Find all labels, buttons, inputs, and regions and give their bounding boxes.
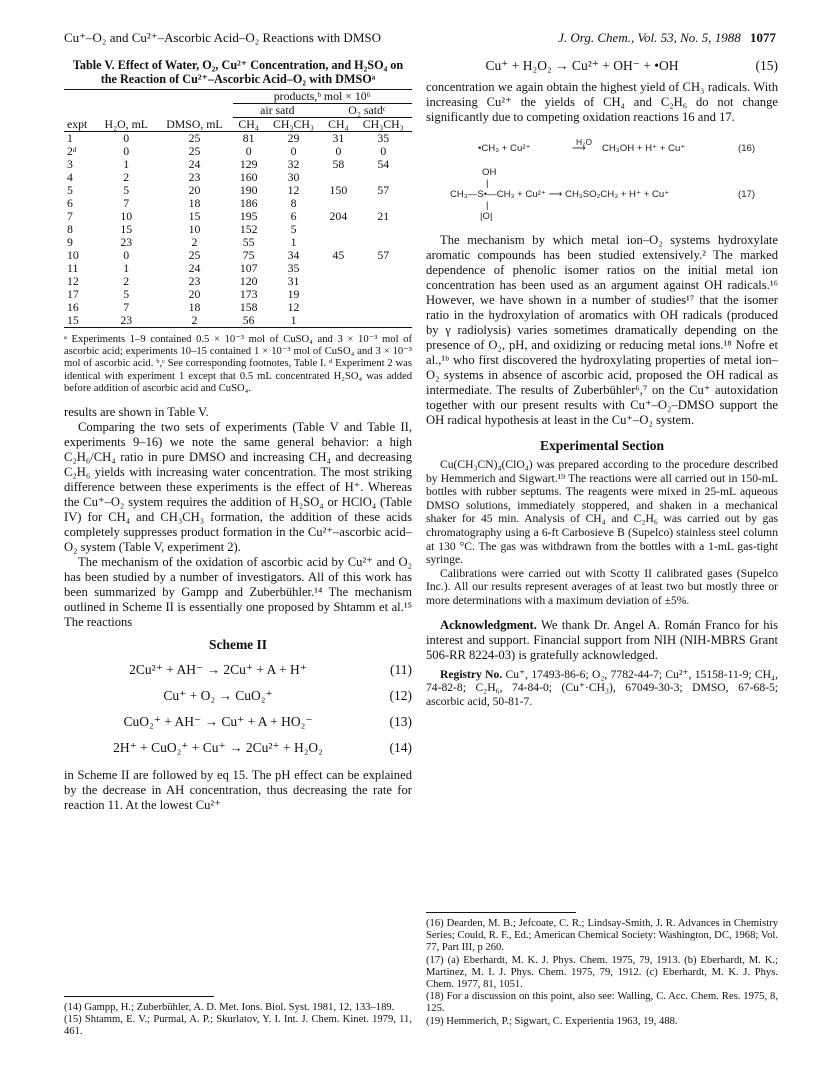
table-cell: 29 [287, 131, 300, 145]
table-cell: 7 [67, 209, 73, 223]
body-paragraph: in Scheme II are followed by eq 15. The pH effect can be explained by the decrease in AH concentration, thus decreasing the rate for reaction 11. At the lowest Cu²⁺ [64, 768, 412, 813]
registry-numbers [426, 668, 778, 709]
equation-number: (11) [390, 662, 412, 678]
table-cell: 129 [239, 157, 258, 171]
table-cell: 173 [239, 287, 258, 301]
table-cell: 23 [188, 274, 201, 288]
scheme-equation [64, 710, 412, 736]
page-number: 1077 [750, 30, 776, 45]
reference-item: (15) Shtamm, E. V.; Purmal, A. P.; Skurlatov, Y. I. Int. J. Chem. Kinet. 1979, 11, 461. [64, 1014, 412, 1038]
table-row [64, 288, 412, 301]
column-headers [64, 118, 412, 132]
table-cell: 56 [233, 314, 265, 328]
table-cell: 0 [380, 144, 387, 158]
table-cell: 31 [287, 274, 300, 288]
registry-text: Cu⁺, 17493-86-6; O₂, 7782-44-7; Cu²⁺, 15158-11-9; CH₄, 74-82-8; C₂H₆, 74-84-0; (Cu⁺·CH₃), 67049-30-3; DMSO, 67-68-5; ascorbic acid, 50-81-7. [426, 667, 778, 708]
table-cell: 21 [377, 209, 390, 223]
col-header: expt [64, 118, 96, 132]
body-paragraph: The mechanism of the oxidation of ascorbic acid by Cu²⁺ and O₂ has been studied by a number of investigators. All of this work has been summarized by Gampp and Zuberbühler.¹⁴ The mechanism outlined in Scheme II is essentially one proposed by Shtamm et al.¹⁵ The reactions [64, 555, 412, 630]
equation-text: CuO₂⁺ + AH⁻ → Cu⁺ + A + HO₂⁻ [123, 714, 313, 730]
table-cell: 30 [287, 170, 300, 184]
table-cell: 9 [67, 235, 73, 249]
table-cell: 10 [188, 222, 201, 236]
table-cell: 25 [188, 144, 201, 158]
scheme-equation [64, 684, 412, 710]
table-cell: 7 [123, 300, 130, 314]
body-paragraph: concentration we again obtain the highest yield of CH₃ radicals. With increasing Cu²⁺ the yields of CH₄ and C₂H₆ do not change significantly due to competing oxidation reactions 16 and 17. [426, 80, 778, 124]
table-cell: 1 [265, 314, 322, 328]
table-cell: 160 [239, 170, 258, 184]
bond-line: | [486, 178, 489, 189]
experimental-paragraph: Cu(CH₃CN)₄(ClO₄) was prepared according to the procedure described by Hemmerich and Sigwart.¹⁹ The reactions were all carried out in 150-mL bottles with rubber septums. The reagents were mixed in 25-mL aqueous DMSO solutions, immediately stoppered, and shaken in a mechanical shaker for 45 min. Analysis of CH₄ and C₂H₆ was carried out by gas chromatography using a 6-ft Carbosieve B (Supelco) stainless steel column at 130 °C. The gas was withdrawn from the bottles with a 1-mL gas-tight syringe. [426, 458, 778, 567]
table-cell: 31 [332, 131, 345, 145]
air-satd-header: air satd [233, 104, 323, 118]
table-cell [322, 314, 354, 328]
table-cell: 58 [332, 157, 345, 171]
table-cell: 1 [290, 235, 297, 249]
footnote-rule [426, 912, 576, 913]
table-cell: 3 [67, 157, 73, 171]
table-cell: 32 [287, 157, 300, 171]
col-header: CH₄ [322, 118, 354, 132]
table-cell: 152 [239, 222, 258, 236]
table-cell: 20 [188, 287, 201, 301]
table-cell [355, 314, 412, 328]
table-cell: 0 [123, 248, 130, 262]
equation-text: 2Cu²⁺ + AH⁻ → 2Cu⁺ + A + H⁺ [129, 662, 307, 678]
table-footnote: ᵃ Experiments 1–9 contained 0.5 × 10⁻³ mol of CuSO₄ and 3 × 10⁻³ mol of ascorbic acid; experiments 10–15 contained 1 × 10⁻³ mol of CuSO₄ and 3 × 10⁻³ mol of ascorbic acid. ᵇ,ᶜ See corresponding footnotes, Table I. ᵈ Experiment 2 was identical with experiment 1 except that 0.5 mL concentrated H₂SO₄ was added before addition of ascorbic acid and CuSO₄. [64, 334, 412, 394]
equation-number: (12) [389, 688, 412, 704]
reference-item: (14) Gampp, H.; Zuberbühler, A. D. Met. Ions. Biol. Syst. 1981, 12, 133–189. [64, 1002, 395, 1013]
table-cell: 45 [332, 248, 345, 262]
running-title: Cu⁺–O₂ and Cu²⁺–Ascorbic Acid–O₂ Reactions with DMSO [64, 30, 381, 45]
reaction-body: CH₃—S•—CH₃ + Cu²⁺ ⟶ CH₃SO₂CH₃ + H⁺ + Cu⁺ [450, 189, 670, 200]
reaction-number: (16) [738, 143, 756, 154]
table-cell [322, 275, 354, 288]
table-cell [355, 262, 412, 275]
equation-number: (13) [389, 714, 412, 730]
left-column [64, 58, 412, 813]
table-cell: 107 [239, 261, 258, 275]
table-cell: 11 [67, 261, 79, 275]
table-cell: 25 [188, 131, 201, 145]
table-row [64, 301, 412, 314]
table-cell: 195 [239, 209, 258, 223]
table-cell: 10 [120, 209, 133, 223]
left-references [64, 996, 412, 1039]
table-row [64, 158, 412, 171]
table-cell: 81 [242, 131, 255, 145]
table-row [64, 275, 412, 288]
acknowledgment-title: Acknowledgment. [440, 617, 537, 632]
table-row [64, 223, 412, 236]
equation-15 [426, 58, 778, 80]
table-cell [322, 301, 354, 314]
reaction-16 [426, 135, 778, 161]
table-cell [322, 288, 354, 301]
table-cell: 12 [287, 183, 300, 197]
table-row [64, 314, 412, 328]
table-cell: 4 [67, 170, 73, 184]
table-row [64, 184, 412, 197]
table-cell: 1 [67, 131, 73, 145]
reference-item: (16) Dearden, M. B.; Jefcoate, C. R.; Lindsay-Smith, J. R. Advances in Chemistry Series; Could, R. F., Ed.; American Chemical Society: Washington, DC, 1968; Vol. 77, Part III, p 260. [426, 918, 778, 954]
table-cell: 2 [156, 314, 232, 328]
table-caption: Table V. Effect of Water, O₂, Cu²⁺ Concentration, and H₂SO₄ on the Reaction of Cu²⁺–Ascorbic Acid–O₂ with DMSOᵃ [72, 58, 404, 86]
table-cell: 24 [188, 261, 201, 275]
scheme-equation [64, 736, 412, 762]
reference-item: (17) (a) Eberhardt, M. K. J. Phys. Chem. 1975, 79, 1913. (b) Eberhardt, M. K.; Martinez, M. I. J. Phys. Chem. 1975, 79, 1912. (c) Eberhardt, M. K. J. Phys. Chem. 1977, 81, 1051. [426, 954, 778, 991]
o2-satd-header: O₂ satdᶜ [322, 104, 412, 118]
table-cell: 0 [290, 144, 297, 158]
table-cell: 12 [287, 300, 300, 314]
table-cell [355, 275, 412, 288]
reference-item: (18) For a discussion on this point, also see: Walling, C. Acc. Chem. Res. 1975, 8, 125. [426, 991, 778, 1015]
experimental-paragraph: Calibrations were carried out with Scotty II calibrated gases (Supelco Inc.). All our results represent averages of at least two but mostly three or more determinations with a maximum deviation of ±5%. [426, 566, 778, 607]
col-header: CH₄ [233, 118, 265, 132]
col-header: CH₃CH₃ [355, 118, 412, 132]
table-cell: 35 [287, 261, 300, 275]
table-cell: 0 [245, 144, 252, 158]
table-cell: 5 [290, 222, 297, 236]
col-header: H₂O, mL [96, 118, 156, 132]
table-cell: 15 [188, 209, 201, 223]
table-row [64, 132, 412, 146]
equation-text: Cu⁺ + O₂ → CuO₂⁺ [163, 688, 273, 704]
section-title: Experimental Section [539, 438, 665, 453]
table-cell: 17 [67, 287, 79, 301]
table-cell: 5 [123, 287, 130, 301]
table-cell: 8 [67, 222, 73, 236]
table-cell: 6 [67, 196, 73, 210]
table-row [64, 197, 412, 210]
acknowledgment-text: We thank Dr. Angel A. Román Franco for his interest and support. Financial support from NIH (NIH-MBRS Grant 506-RR 8224-03) is gratefully acknowledged. [426, 617, 779, 662]
table-cell: 8 [290, 196, 297, 210]
table-cell [322, 262, 354, 275]
table-cell: 23 [188, 170, 201, 184]
table-cell: 57 [377, 248, 390, 262]
equation-number: (14) [389, 740, 412, 756]
right-references [426, 912, 778, 1028]
results-table [64, 89, 412, 328]
table-cell: 120 [239, 274, 258, 288]
table-cell: 24 [188, 157, 201, 171]
table-cell: 34 [287, 248, 300, 262]
oxygen-label: |O| [480, 211, 493, 222]
table-cell: 5 [123, 183, 130, 197]
table-cell: 12 [67, 274, 79, 288]
table-cell [355, 288, 412, 301]
reaction-rhs: CH₃OH + H⁺ + Cu⁺ [602, 143, 686, 154]
reaction-number: (17) [738, 189, 756, 200]
table-cell [322, 223, 354, 236]
col-header: DMSO, mL [156, 118, 232, 132]
equation-text: 2H⁺ + CuO₂⁺ + Cu⁺ → 2Cu²⁺ + H₂O₂ [113, 740, 323, 756]
body-paragraph: Comparing the two sets of experiments (Table V and Table II, experiments 9–16) we note the same general behavior: a high C₂H₆/CH₄ ratio in pure DMSO and increasing CH₄ and decreasing C₂H₆ yields with increasing water concentration. The most striking difference between these experiments is the effect of H⁺. Whereas the Cu⁺–O₂ system requires the addition of H₂SO₄ or HClO₄ (Table IV) for CH₄ and CH₃CH₃ formation, the addition of these acids completely suppresses product formation in the Cu²⁺–ascorbic acid–O₂ system (Table V, experiment 2). [64, 420, 412, 555]
table-row [64, 171, 412, 184]
body-paragraph: results are shown in Table V. [64, 405, 209, 420]
reaction-17 [426, 163, 778, 225]
table-cell: 150 [329, 183, 348, 197]
table-cell: 0 [123, 144, 130, 158]
table-cell: 10 [67, 248, 79, 262]
table-cell: 2 [123, 274, 130, 288]
table-row [64, 249, 412, 262]
table-cell: 7 [123, 196, 130, 210]
journal-citation [558, 30, 776, 46]
hydroxyl-label: OH [482, 167, 497, 178]
table-cell: 0 [335, 144, 342, 158]
table-cell: 1 [123, 261, 130, 275]
table-row [64, 210, 412, 223]
table-cell: 16 [67, 300, 79, 314]
table-cell: 20 [188, 183, 201, 197]
reaction-arrow: ⟶ [572, 143, 586, 154]
equation-text: Cu⁺ + H₂O₂ → Cu²⁺ + OH⁻ + •OH [485, 58, 679, 73]
col-header: CH₃CH₃ [265, 118, 322, 132]
reference-item: (19) Hemmerich, P.; Sigwart, C. Experientia 1963, 19, 488. [426, 1015, 678, 1027]
table-cell: 54 [377, 157, 390, 171]
table-cell: 186 [239, 196, 258, 210]
table-row [64, 262, 412, 275]
equation-number: (15) [755, 58, 778, 73]
table-cell: 0 [123, 131, 130, 145]
registry-title: Registry No. [440, 667, 503, 681]
table-cell: 2 [191, 235, 198, 249]
products-header: products,ᵇ mol × 10⁶ [233, 90, 412, 104]
scheme-equation [64, 658, 412, 684]
table-cell: 6 [290, 209, 297, 223]
table-cell [355, 223, 412, 236]
table-cell: 5 [67, 183, 73, 197]
right-column [426, 58, 778, 708]
journal-name: J. Org. Chem., Vol. 53, No. 5, 1988 [558, 30, 741, 45]
table-cell: 57 [377, 183, 390, 197]
table-cell: 18 [188, 300, 201, 314]
bond-line: | [486, 200, 489, 211]
table-cell: 75 [242, 248, 255, 262]
table-row [64, 236, 412, 249]
body-paragraph: The mechanism by which metal ion–O₂ systems hydroxylate aromatic compounds has been studied extensively.² The marked dependence of phenolic isomer ratios on the initial metal ion concentration has been used as an argument against OH radicals.¹⁶ However, we have shown in a number of studies¹⁷ that the isomer ratio in the hydroxylation of aromatics with OH radicals (produced by γ radiolysis) varies sometimes dramatically depending on the presence of O₂, pH, and oxidizing or reducing metal ions.¹⁸ Nofre et al.,¹ᵇ who first discovered the hydroxylating properties of metal ion–O₂ systems in absence of ascorbic acid, proposed the OH radical as intermediate. The results of Zuberbühler⁶,⁷ on the Cu⁺ autoxidation together with our present results with Cu⁺–O₂–DMSO support the OH radical hypothesis at least in the Cu⁺–O₂ system. [426, 233, 778, 427]
table-cell: 25 [188, 248, 201, 262]
acknowledgment [426, 618, 778, 663]
table-cell: 190 [239, 183, 258, 197]
table-row [64, 145, 412, 158]
reaction-lhs: •CH₃ + Cu²⁺ [478, 143, 531, 154]
table-cell: 23 [96, 314, 156, 328]
table-cell: 1 [123, 157, 130, 171]
table-cell: 2 [123, 170, 130, 184]
table-cell: 158 [239, 300, 258, 314]
table-cell: 2ᵈ [67, 144, 77, 158]
table-cell: 19 [287, 287, 300, 301]
table-cell: 55 [242, 235, 255, 249]
table-cell: 23 [120, 235, 133, 249]
table-cell [355, 301, 412, 314]
table-cell: 204 [329, 209, 348, 223]
table-cell: 15 [64, 314, 96, 328]
table-cell: 15 [120, 222, 133, 236]
footnote-rule [64, 996, 214, 997]
table-cell: 18 [188, 196, 201, 210]
scheme-title: Scheme II [208, 637, 268, 653]
reaction-condition: H₂O [576, 137, 593, 147]
table-cell: 35 [377, 131, 390, 145]
